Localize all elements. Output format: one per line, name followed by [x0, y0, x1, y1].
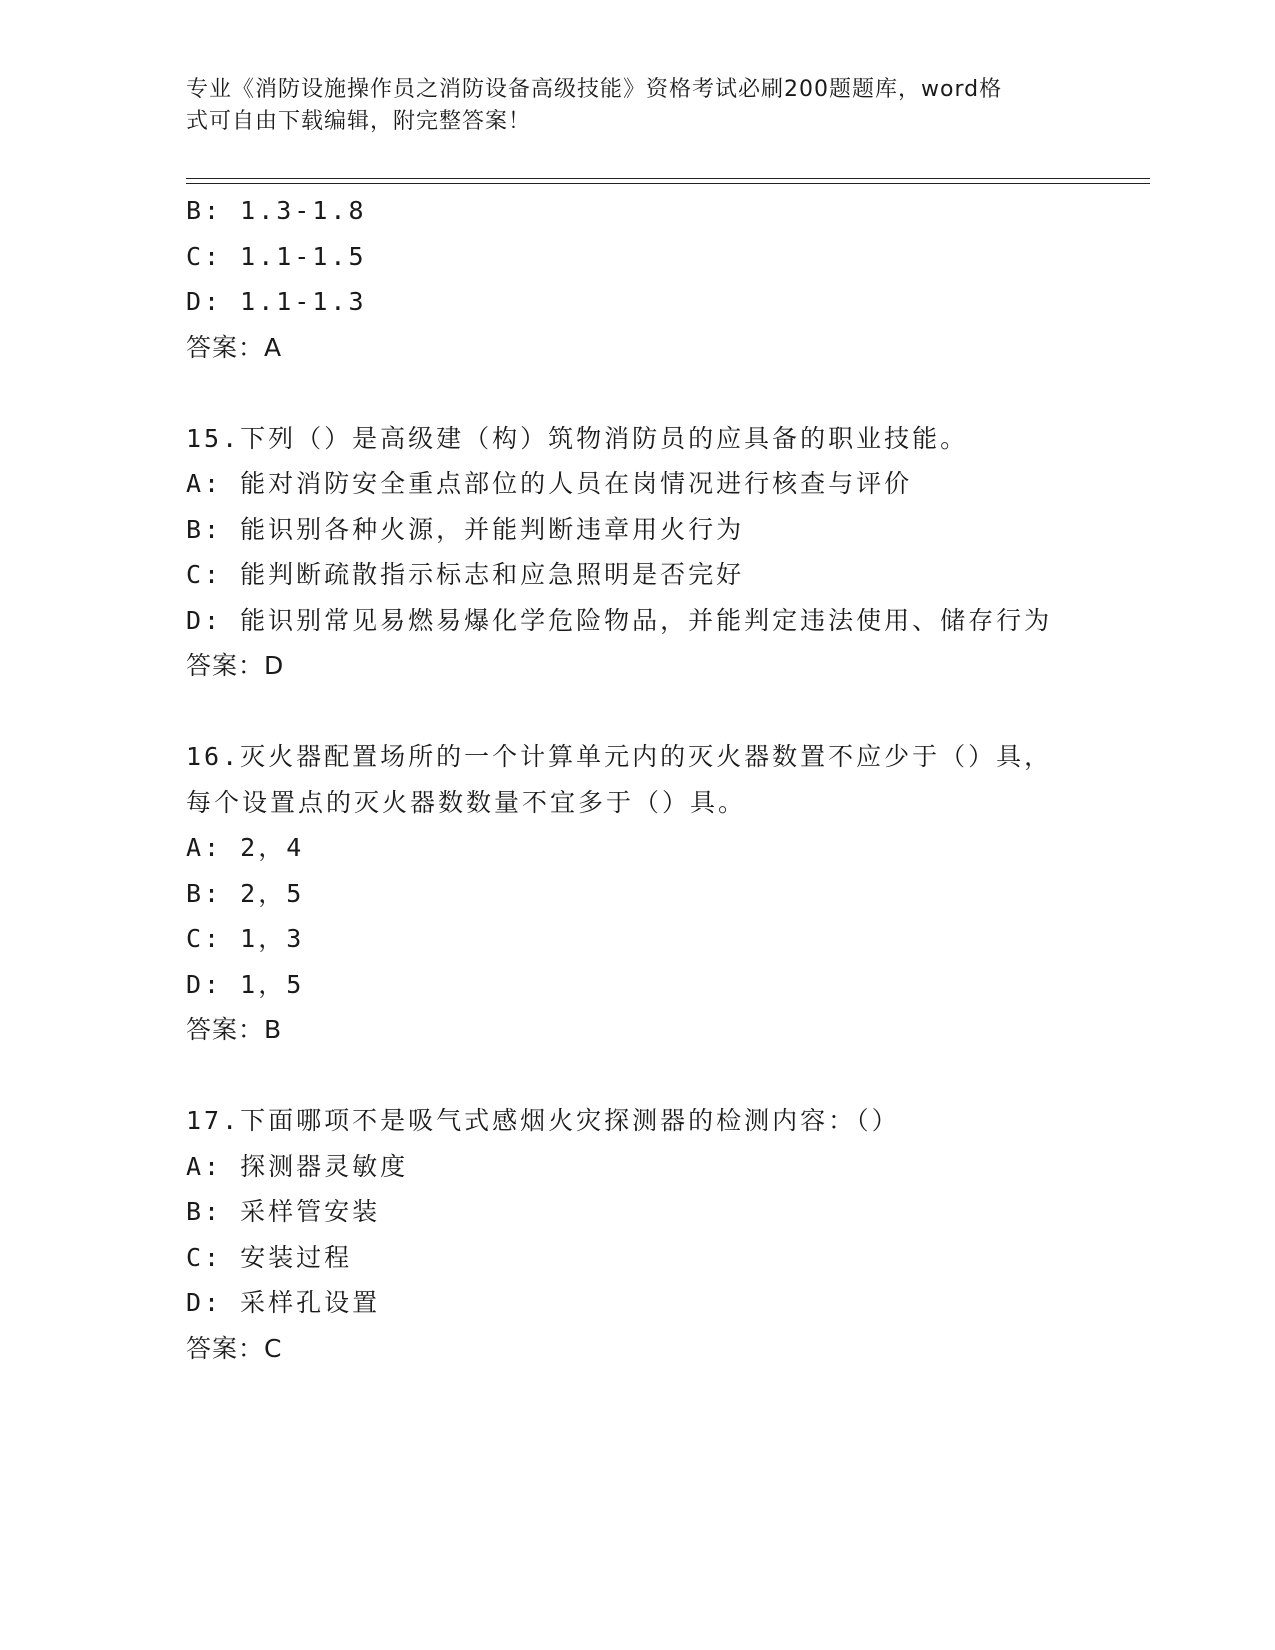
option-b: B: 1.3-1.8	[186, 196, 367, 225]
option-c: C: 1，3	[186, 924, 305, 953]
option-a: A: 能对消防安全重点部位的人员在岗情况进行核查与评价	[186, 469, 913, 498]
option-b: B: 采样管安装	[186, 1197, 381, 1226]
question-stem-continued: 每个设置点的灭火器数数量不宜多于（）具。	[186, 787, 747, 817]
option-d: D: 1.1-1.3	[186, 287, 367, 316]
spacer	[186, 689, 1146, 735]
question-15	[186, 416, 1146, 689]
option-d: D: 能识别常见易燃易爆化学危险物品，并能判定违法使用、储存行为	[186, 605, 1053, 635]
option-c: C: 1.1-1.5	[186, 241, 367, 271]
header-line-1: 专业《消防设施操作员之消防设备高级技能》资格考试必刷200题题库，word格	[186, 77, 1003, 102]
option-a: A: 探测器灵敏度	[186, 1151, 409, 1181]
option-c: C: 能判断疏散指示标志和应急照明是否完好	[186, 560, 745, 589]
question-16	[186, 734, 1146, 1053]
header-divider-top	[186, 178, 1150, 179]
option-b: B: 能识别各种火源，并能判断违章用火行为	[186, 514, 745, 544]
question-stem: 17.下面哪项不是吸气式感烟火灾探测器的检测内容：（）	[186, 1106, 900, 1135]
answer: 答案：D	[186, 651, 285, 680]
question-stem: 16.灭火器配置场所的一个计算单元内的灭火器数置不应少于（）具，	[186, 742, 1053, 771]
option-c: C: 安装过程	[186, 1242, 353, 1272]
question-content	[186, 188, 1146, 1371]
carryover-question	[186, 188, 1146, 370]
header-line-2: 式可自由下载编辑，附完整答案！	[186, 109, 532, 134]
answer: 答案：A	[186, 332, 283, 362]
question-stem: 15.下列（）是高级建（构）筑物消防员的应具备的职业技能。	[186, 423, 969, 453]
option-d: D: 采样孔设置	[186, 1288, 381, 1317]
answer: 答案：B	[186, 1015, 283, 1044]
spacer	[186, 370, 1146, 416]
document-header	[186, 74, 1066, 138]
header-divider-bottom	[186, 183, 1150, 184]
question-17	[186, 1098, 1146, 1371]
option-b: B: 2，5	[186, 878, 305, 908]
option-a: A: 2，4	[186, 833, 305, 862]
option-d: D: 1，5	[186, 969, 305, 999]
answer: 答案：C	[186, 1333, 283, 1363]
spacer	[186, 1053, 1146, 1099]
